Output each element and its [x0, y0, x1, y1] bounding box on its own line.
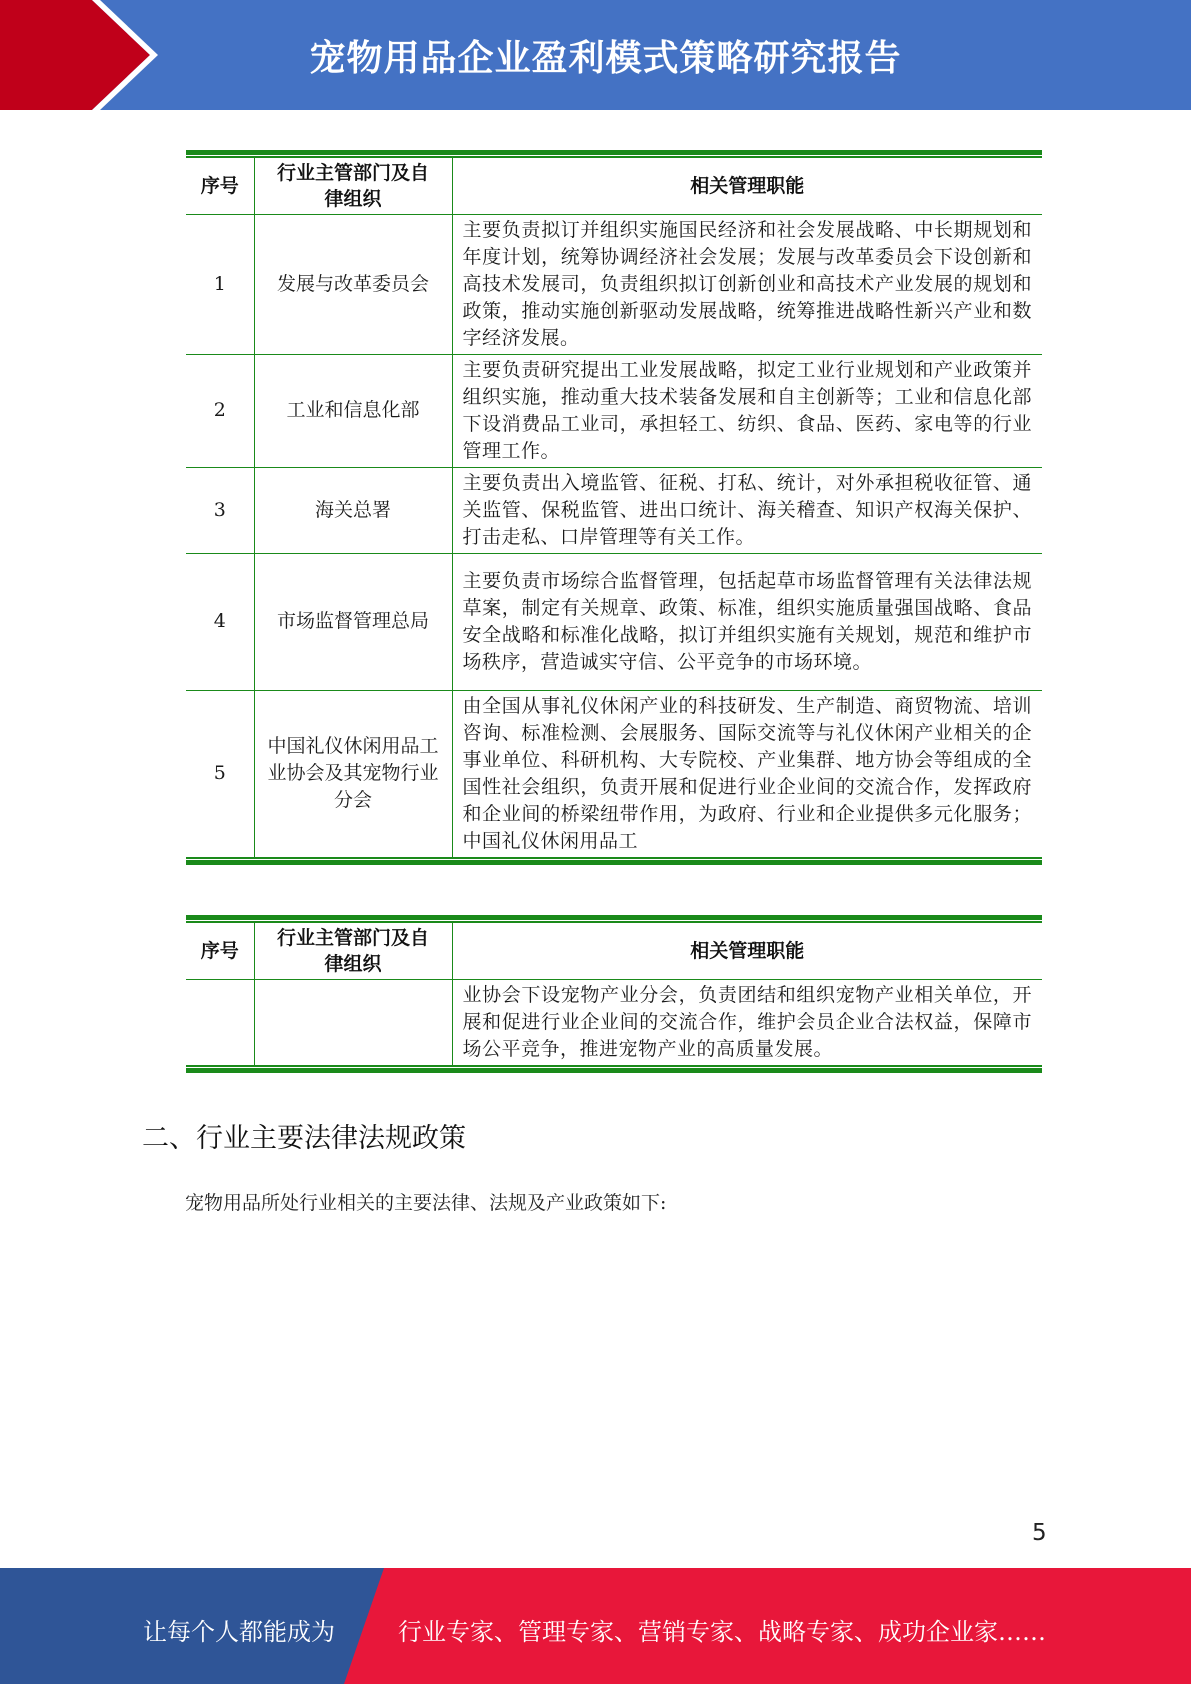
table-header-row — [186, 923, 1042, 979]
table-top-rule — [186, 150, 1042, 158]
table-row — [186, 553, 1042, 690]
header-seq: 序号 — [186, 158, 254, 214]
row-dept: 海关总署 — [254, 467, 452, 553]
header-func: 相关管理职能 — [452, 158, 1042, 214]
table-row — [186, 467, 1042, 553]
report-title: 宠物用品企业盈利模式策略研究报告 — [309, 38, 902, 79]
table-bottom-rule — [186, 857, 1042, 865]
page-footer — [0, 1568, 1191, 1684]
page-number: 5 — [1032, 1520, 1047, 1546]
row-desc: 主要负责研究提出工业发展战略，拟定工业行业规划和产业政策并组织实施，推动重大技术装备发展和自主创新等；工业和信息化部下设消费品工业司，承担轻工、纺织、食品、医药、家电等的行业管理工作。 — [452, 354, 1042, 467]
header-dept-text: 行业主管部门及自律组织 — [276, 926, 429, 975]
row-desc: 主要负责市场综合监督管理，包括起草市场监督管理有关法律法规草案，制定有关规章、政策、标准，组织实施质量强国战略、食品安全战略和标准化战略，拟订并组织实施有关规划，规范和维护市场秩序，营造诚实守信、公平竞争的市场环境。 — [452, 553, 1042, 690]
table-row — [186, 690, 1042, 857]
row-dept: 市场监督管理总局 — [254, 553, 452, 690]
row-number — [186, 979, 254, 1065]
table-bottom-rule — [186, 1065, 1042, 1073]
header-dept — [254, 158, 452, 214]
row-number: 5 — [186, 690, 254, 857]
table-row — [186, 979, 1042, 1065]
header-func: 相关管理职能 — [452, 923, 1042, 979]
row-dept: 工业和信息化部 — [254, 354, 452, 467]
table-header-row — [186, 158, 1042, 214]
row-dept: 发展与改革委员会 — [254, 214, 452, 354]
header-dept-text: 行业主管部门及自律组织 — [276, 161, 429, 210]
row-dept — [254, 979, 452, 1065]
footer-slogan-left: 让每个人都能成为 — [143, 1618, 335, 1646]
page-header — [0, 0, 1191, 110]
row-desc: 主要负责出入境监管、征税、打私、统计，对外承担税收征管、通关监管、保税监管、进出口统计、海关稽查、知识产权海关保护、打击走私、口岸管理等有关工作。 — [452, 467, 1042, 553]
header-dept — [254, 923, 452, 979]
table-row — [186, 214, 1042, 354]
table-top-rule — [186, 915, 1042, 923]
row-number: 3 — [186, 467, 254, 553]
row-desc: 由全国从事礼仪休闲产业的科技研发、生产制造、商贸物流、培训咨询、标准检测、会展服务、国际交流等与礼仪休闲产业相关的企事业单位、科研机构、大专院校、产业集群、地方协会等组成的全国性社会组织，负责开展和促进行业企业间的交流合作，发挥政府和企业间的桥梁纽带作用，为政府、行业和企业提供多元化服务；中国礼仪休闲用品工 — [452, 690, 1042, 857]
row-desc: 业协会下设宠物产业分会，负责团结和组织宠物产业相关单位，开展和促进行业企业间的交流合作，维护会员企业合法权益，保障市场公平竞争，推进宠物产业的高质量发展。 — [452, 979, 1042, 1065]
regulator-table-part1 — [186, 150, 1042, 865]
footer-slogan-right: 行业专家、管理专家、营销专家、战略专家、成功企业家…… — [398, 1618, 1046, 1646]
row-dept: 中国礼仪休闲用品工业协会及其宠物行业分会 — [254, 690, 452, 857]
row-number: 1 — [186, 214, 254, 354]
regulator-table-part2 — [186, 915, 1042, 1073]
row-number: 4 — [186, 553, 254, 690]
table-row — [186, 354, 1042, 467]
row-number: 2 — [186, 354, 254, 467]
section-heading: 二、行业主要法律法规政策 — [142, 1123, 466, 1154]
section-body-text: 宠物用品所处行业相关的主要法律、法规及产业政策如下: — [185, 1192, 667, 1214]
row-desc: 主要负责拟订并组织实施国民经济和社会发展战略、中长期规划和年度计划，统筹协调经济社会发展；发展与改革委员会下设创新和高技术发展司，负责组织拟订创新创业和高技术产业发展的规划和政策，推动实施创新驱动发展战略，统筹推进战略性新兴产业和数字经济发展。 — [452, 214, 1042, 354]
header-seq: 序号 — [186, 923, 254, 979]
